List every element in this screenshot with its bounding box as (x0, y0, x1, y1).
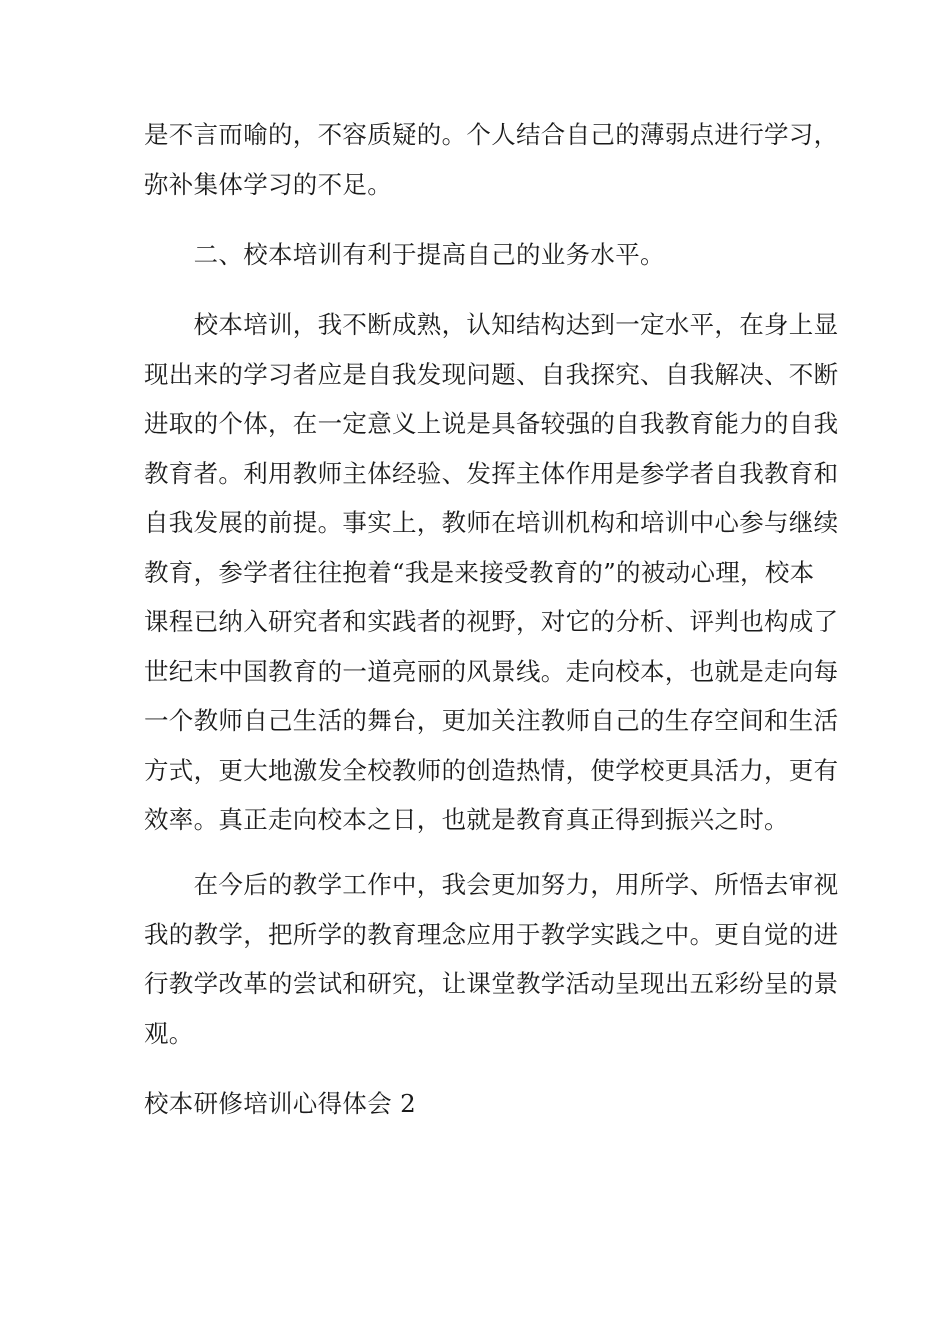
text-line: 教育，参学者往往抱着“我是来接受教育的”的被动心理，校本 (144, 557, 815, 587)
text-line: 一个教师自己生活的舞台，更加关注教师自己的生存空间和生活 (144, 706, 839, 735)
text-line: 世纪末中国教育的一道亮丽的风景线。走向校本，也就是走向每 (144, 656, 839, 686)
text-line: 我的教学，把所学的教育理念应用于教学实践之中。更自觉的进 (144, 919, 839, 949)
text-line: 在今后的教学工作中，我会更加努力，用所学、所悟去审视 (144, 870, 839, 899)
paragraph-future-work (144, 860, 839, 1058)
paragraph-school-based-training (144, 300, 839, 845)
text-line: 观。 (144, 1018, 194, 1048)
text-line: 是不言而喻的，不容质疑的。个人结合自己的薄弱点进行学习， (144, 120, 839, 149)
paragraph-continuation (144, 110, 839, 209)
text-line: 进取的个体，在一定意义上说是具备较强的自我教育能力的自我 (144, 409, 839, 438)
text-line: 课程已纳入研究者和实践者的视野，对它的分析、评判也构成了 (144, 607, 839, 636)
text-line: 教育者。利用教师主体经验、发挥主体作用是参学者自我教育和 (144, 458, 839, 488)
text-line: 行教学改革的尝试和研究，让课堂教学活动呈现出五彩纷呈的景 (144, 969, 839, 998)
text-line: 自我发展的前提。事实上，教师在培训机构和培训中心参与继续 (144, 508, 839, 537)
text-line: 方式，更大地激发全校教师的创造热情，使学校更具活力，更有 (144, 755, 839, 785)
next-article-title: 校本研修培训心得体会 2 (144, 1089, 416, 1118)
text-line: 效率。真正走向校本之日，也就是教育真正得到振兴之时。 (144, 805, 789, 834)
section-heading: 二、校本培训有利于提高自己的业务水平。 (144, 240, 665, 269)
text-line: 弥补集体学习的不足。 (144, 169, 392, 199)
text-line: 校本培训，我不断成熟，认知结构达到一定水平，在身上显 (144, 310, 839, 339)
text-line: 现出来的学习者应是自我发现问题、自我探究、自我解决、不断 (144, 359, 839, 389)
